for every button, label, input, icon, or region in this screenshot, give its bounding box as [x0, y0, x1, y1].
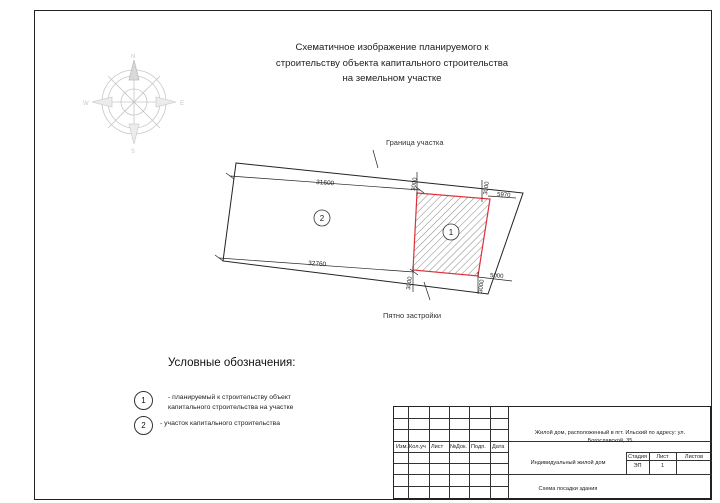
legend-item-1-line1: - планируемый к строительству объект [168, 394, 291, 401]
dim-setback-br: 3000 [478, 279, 486, 294]
dim-setback-tr: 3000 [483, 181, 491, 196]
compass-rose-icon [83, 54, 184, 155]
marker-plot [314, 210, 330, 226]
stamp-stage-value: ЭП [633, 463, 642, 469]
boundary-label: Граница участка [386, 138, 444, 147]
title-line-1: Схематичное изображение планируемого к [295, 42, 489, 53]
svg-text:1: 1 [448, 228, 454, 237]
stamp-project-line2: Богославской, 35 [587, 438, 633, 444]
footprint-label: Пятно застройки [383, 311, 442, 320]
compass-s: S [131, 149, 136, 155]
stamp-object-name: Индивидуальный жилой дом [530, 460, 606, 466]
compass-e: E [180, 101, 185, 107]
stamp-col-doc: №Док. [450, 444, 467, 450]
svg-text:2: 2 [319, 214, 325, 223]
stamp-col-list: Лист [431, 444, 444, 450]
compass-n: N [131, 54, 136, 60]
dim-top-length: 31600 [315, 179, 335, 188]
stamp-drawing-name: Схема посадки здания [538, 486, 598, 492]
legend-item-2-line1: - участок капитального строительства [160, 420, 280, 427]
stamp-col-sheets: Листов [684, 454, 704, 460]
boundary-leader [373, 150, 378, 168]
marker-building [443, 224, 459, 240]
dim-right-width-bottom: 5000 [489, 273, 504, 280]
compass-w: W [83, 101, 89, 107]
legend-item-1 [168, 393, 293, 412]
legend-item-1-line2: капитального строительства на участке [168, 403, 294, 411]
legend-heading: Условные обозначения: [168, 357, 296, 369]
stamp-col-podp: Подп. [471, 444, 486, 450]
dim-setback-tl: 3000 [411, 177, 419, 192]
title-stamp [393, 406, 711, 499]
legend-marker-1: 1 [134, 391, 153, 410]
stamp-col-kol: Кол.уч [409, 444, 426, 450]
stamp-project [510, 429, 710, 445]
stamp-col-izm: Изм. [396, 444, 408, 450]
stamp-project-line1: Жилой дом, расположенный в пгт. Ильский по адресу: ул. [534, 430, 686, 436]
legend-item-2 [160, 419, 280, 429]
stamp-col-stage: Стадия [627, 454, 648, 460]
dim-right-width-top: 5970 [496, 192, 511, 199]
legend-marker-2: 2 [134, 416, 153, 435]
title-line-2: строительству объекта капитального строительства [275, 57, 509, 69]
stamp-sheet-value: 1 [660, 463, 665, 469]
footprint-leader [424, 282, 430, 300]
stamp-col-sheet: Лист [656, 454, 669, 460]
dim-setback-bl: 3000 [406, 276, 414, 291]
title-line-3: на земельном участке [342, 73, 442, 84]
dim-bottom-length: 32760 [307, 260, 327, 269]
stamp-col-data: Дата [492, 444, 505, 450]
